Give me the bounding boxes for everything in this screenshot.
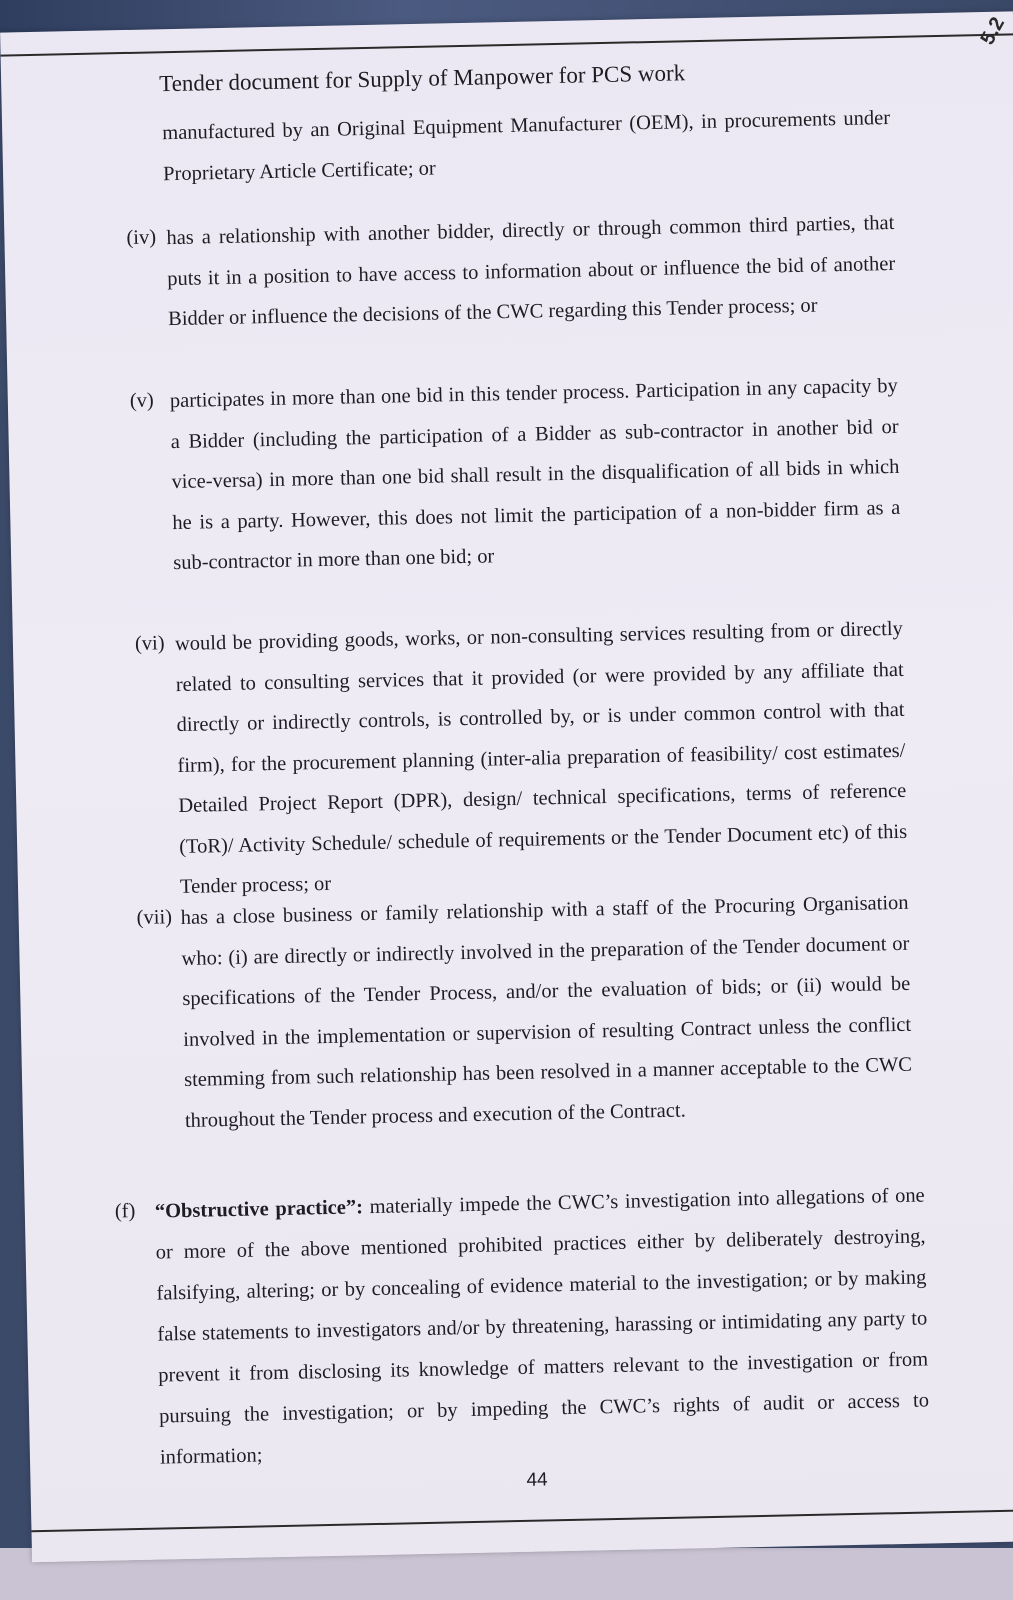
clause-term-obstructive-practice: “Obstructive practice”: <box>154 1196 364 1223</box>
item-label-vii: (vii) <box>136 906 173 929</box>
item-text-iv: has a relationship with another bidder, directly or through common third parties, that puts it in a position to have access to information about or influence the bid of another Bidder or influence the decisions of the CWC regarding this Tender process; or <box>166 211 896 331</box>
header-rule <box>1 33 1013 56</box>
clause-body-f: materially impede the CWC’s investigation into allegations of one or more of the above mentioned prohibited practices either by deliberately destroying, falsifying, altering; or by concealing of evidence material to the investigation; or by making false statements to investigators and/or by threatening, harassing or intimidating any party to prevent it from disclosing its knowledge of matters relevant to the investigation or from pursuing the investigation; or by impeding the CWC’s rights of audit or access to information; <box>155 1184 930 1469</box>
intro-paragraph: manufactured by an Original Equipment Manufacturer (OEM), in procurements under Proprietary Article Certificate; or <box>162 106 891 185</box>
item-text-vii: has a close business or family relationship with a staff of the Procuring Organisation who: (i) are directly or indirectly involved in the preparation of the Tender document or specifications of the Tender Process, and/or the evaluation of bids; or (ii) would be involved in the implementation or supervision of resulting Contract unless the conflict stemming from such relationship has been resolved in a manner acceptable to the CWC throughout the Tender process and execution of the Contract. <box>180 891 913 1132</box>
document-page <box>0 11 1013 1562</box>
item-text-v: participates in more than one bid in this tender process. Participation in any capacity by a Bidder (including the participation of a Bidder as sub-contractor in another bid or vice-versa) in more than one bid shall result in the disqualification of all bids in which he is a party. However, this does not limit the participation of a non-bidder firm as a sub-contractor in more than one bid; or <box>169 374 901 575</box>
clause-text-f <box>154 1176 930 1479</box>
item-text-vi: would be providing goods, works, or non-consulting services resulting from or directly related to consulting services that it provided (or were provided by any affiliate that directly or indirectly controls, is controlled by, or is under common control with that firm), for the procurement planning (inter-alia preparation of feasibility/ cost estimates/ Detailed Project Report (DPR), design/ technical specifications, terms of reference (ToR)/ Activity Schedule/ schedule of requirements or the Tender Document etc) of this Tender process; or <box>174 617 908 899</box>
page-title: Tender document for Supply of Manpower for PCS work <box>158 60 686 97</box>
page-number: 44 <box>526 1469 548 1491</box>
corner-mark: 5.2 <box>976 13 1010 49</box>
footer-rule <box>31 1509 1013 1532</box>
item-label-iv: (iv) <box>126 226 157 250</box>
item-label-v: (v) <box>129 389 154 412</box>
item-label-vi: (vi) <box>134 632 165 655</box>
clause-label-f: (f) <box>114 1200 136 1223</box>
